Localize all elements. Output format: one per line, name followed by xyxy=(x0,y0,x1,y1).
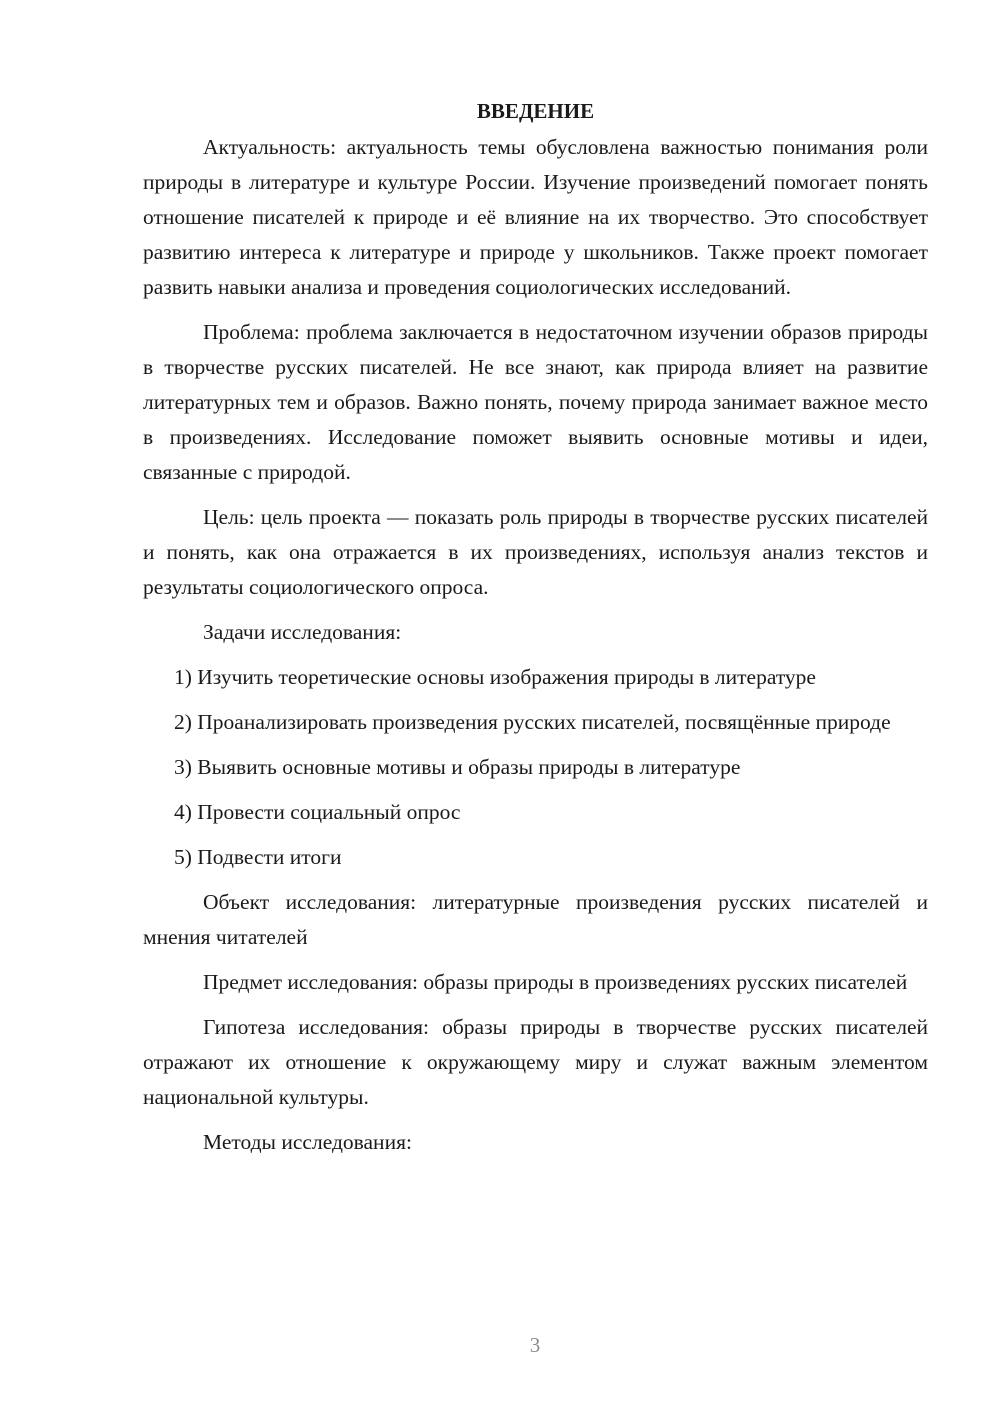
task-item: 5) Подвести итоги xyxy=(174,845,342,869)
task-item: 1) Изучить теоретические основы изображения природы в литературе xyxy=(174,665,816,689)
problem-paragraph: Проблема: проблема заключается в недостаточном изучении образов природы в творчестве русских писателей. Не все знают, как природа влияет на развитие литературных тем и образов. Важно понять, почему природа занимает важное место в произведениях. Исследование поможет выявить основные мотивы и идеи, связанные с природой. xyxy=(143,320,928,484)
page-title: ВВЕДЕНИЕ xyxy=(476,99,595,123)
tasks-title: Задачи исследования: xyxy=(203,620,402,644)
object-paragraph: Объект исследования: литературные произведения русских писателей и мнения читателей xyxy=(143,890,928,949)
page-number: 3 xyxy=(529,1333,541,1357)
relevance-paragraph: Актуальность: актуальность темы обусловлена важностью понимания роли природы в литературе и культуре России. Изучение произведений помогает понять отношение писателей к природе и её влияние на их творчество. Это способствует развитию интереса к литературе и природе у школьников. Также проект помогает развить навыки анализа и проведения социологических исследований. xyxy=(143,135,928,299)
task-item: 3) Выявить основные мотивы и образы природы в литературе xyxy=(174,755,741,779)
hypothesis-paragraph: Гипотеза исследования: образы природы в творчестве русских писателей отражают их отношение к окружающему миру и служат важным элементом национальной культуры. xyxy=(143,1015,928,1109)
subject-paragraph: Предмет исследования: образы природы в произведениях русских писателей xyxy=(203,970,908,994)
methods-title: Методы исследования: xyxy=(203,1130,412,1154)
tasks-list xyxy=(143,660,928,875)
goal-paragraph: Цель: цель проекта — показать роль природы в творчестве русских писателей и понять, как она отражается в их произведениях, используя анализ текстов и результаты социологического опроса. xyxy=(143,505,928,599)
document-page xyxy=(143,96,928,1170)
task-item: 4) Провести социальный опрос xyxy=(174,800,461,824)
task-item: 2) Проанализировать произведения русских писателей, посвящённые природе xyxy=(174,710,891,734)
